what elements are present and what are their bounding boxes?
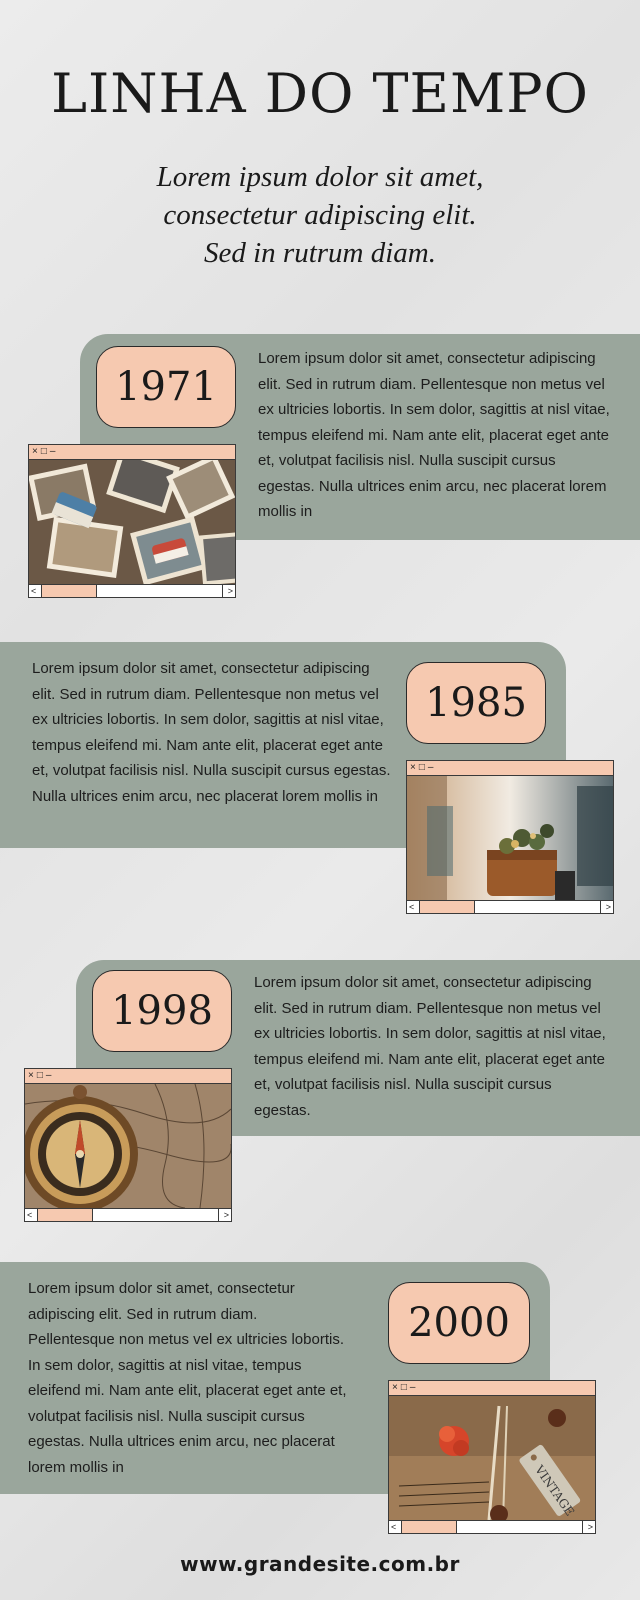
close-icon[interactable]: × xyxy=(392,1382,398,1393)
minimize-icon[interactable]: – xyxy=(427,762,434,773)
photo-window-2000 xyxy=(388,1380,596,1534)
scroll-left-icon[interactable]: < xyxy=(391,1522,397,1532)
subtitle-line: Sed in rutrum diam. xyxy=(204,237,436,269)
subtitle-line: consectetur adipiscing elit. xyxy=(163,199,477,231)
year-badge-1985: 1985 xyxy=(406,662,546,744)
vintage-tag-image xyxy=(389,1396,595,1520)
close-icon[interactable]: × xyxy=(410,762,416,773)
scroll-thumb[interactable] xyxy=(402,1521,457,1533)
vintage-photos-image xyxy=(29,460,235,584)
close-icon[interactable]: × xyxy=(28,1070,34,1081)
window-titlebar xyxy=(29,445,235,460)
scroll-left-icon[interactable]: < xyxy=(31,586,37,596)
minimize-icon[interactable]: – xyxy=(409,1382,416,1393)
photo-window-1971 xyxy=(28,444,236,598)
scroll-thumb[interactable] xyxy=(38,1209,93,1221)
window-titlebar xyxy=(25,1069,231,1084)
horizontal-scrollbar[interactable] xyxy=(29,584,235,597)
scroll-thumb[interactable] xyxy=(420,901,475,913)
scroll-right-icon[interactable]: > xyxy=(605,902,611,912)
photo-window-1998 xyxy=(24,1068,232,1222)
scroll-thumb[interactable] xyxy=(42,585,97,597)
minimize-icon[interactable]: – xyxy=(45,1070,52,1081)
entry-text-1985: Lorem ipsum dolor sit amet, consectetur adipiscing elit. Sed in rutrum diam. Pellentesque non metus vel ex ultricies lobortis. In sem dolor, sagittis at nisl vitae, tempus eleifend mi. Nam ante elit, placerat eget ante et, volutpat facilisis nisl. Nulla suscipit cursus egestas. Nulla ultrices enim arcu, nec placerat lorem mollis in xyxy=(32,660,391,805)
subtitle-line: Lorem ipsum dolor sit amet, xyxy=(156,161,484,193)
tag-text: VINTAGE xyxy=(532,1462,578,1519)
photo-window-1985 xyxy=(406,760,614,914)
entry-text-1971: Lorem ipsum dolor sit amet, consectetur adipiscing elit. Sed in rutrum diam. Pellentesque non metus vel ex ultricies lobortis. In sem dolor, sagittis at nisl vitae, tempus eleifend mi. Nam ante elit, placerat eget ante et, volutpat facilisis nisl. Nulla suscipit cursus egestas. Nulla ultrices enim arcu, nec placerat lorem mollis in xyxy=(258,350,610,520)
horizontal-scrollbar[interactable] xyxy=(25,1208,231,1221)
maximize-icon[interactable]: □ xyxy=(40,446,47,457)
year-badge-2000: 2000 xyxy=(388,1282,530,1364)
maximize-icon[interactable]: □ xyxy=(400,1382,407,1393)
window-titlebar xyxy=(407,761,613,776)
website-url[interactable]: www.grandesite.com.br xyxy=(180,1552,460,1576)
window-titlebar xyxy=(389,1381,595,1396)
scroll-right-icon[interactable]: > xyxy=(587,1522,593,1532)
scroll-right-icon[interactable]: > xyxy=(223,1210,229,1220)
page-subtitle xyxy=(100,158,540,272)
year-badge-1971: 1971 xyxy=(96,346,236,428)
suitcase-flowers-image xyxy=(407,776,613,900)
page-title: LINHA DO TEMPO xyxy=(51,62,589,125)
maximize-icon[interactable]: □ xyxy=(36,1070,43,1081)
horizontal-scrollbar[interactable] xyxy=(389,1520,595,1533)
entry-text-2000: Lorem ipsum dolor sit amet, consectetur adipiscing elit. Sed in rutrum diam. Pellentesque non metus vel ex ultricies lobortis. In sem dolor, sagittis at nisl vitae, tempus eleifend mi. Nam ante elit, placerat eget ante et, volutpat facilisis nisl. Nulla suscipit cursus egestas. Nulla ultrices enim arcu, nec placerat lorem mollis in xyxy=(28,1280,347,1476)
close-icon[interactable]: × xyxy=(32,446,38,457)
year-badge-1998: 1998 xyxy=(92,970,232,1052)
entry-text-1998: Lorem ipsum dolor sit amet, consectetur adipiscing elit. Sed in rutrum diam. Pellentesque non metus vel ex ultricies lobortis. In sem dolor, sagittis at nisl vitae, tempus eleifend mi. Nam ante elit, placerat eget ante et, volutpat facilisis nisl. Nulla suscipit cursus egestas. xyxy=(254,974,606,1119)
minimize-icon[interactable]: – xyxy=(49,446,56,457)
scroll-left-icon[interactable]: < xyxy=(409,902,415,912)
horizontal-scrollbar[interactable] xyxy=(407,900,613,913)
scroll-right-icon[interactable]: > xyxy=(227,586,233,596)
scroll-left-icon[interactable]: < xyxy=(27,1210,33,1220)
maximize-icon[interactable]: □ xyxy=(418,762,425,773)
compass-map-image xyxy=(25,1084,231,1208)
